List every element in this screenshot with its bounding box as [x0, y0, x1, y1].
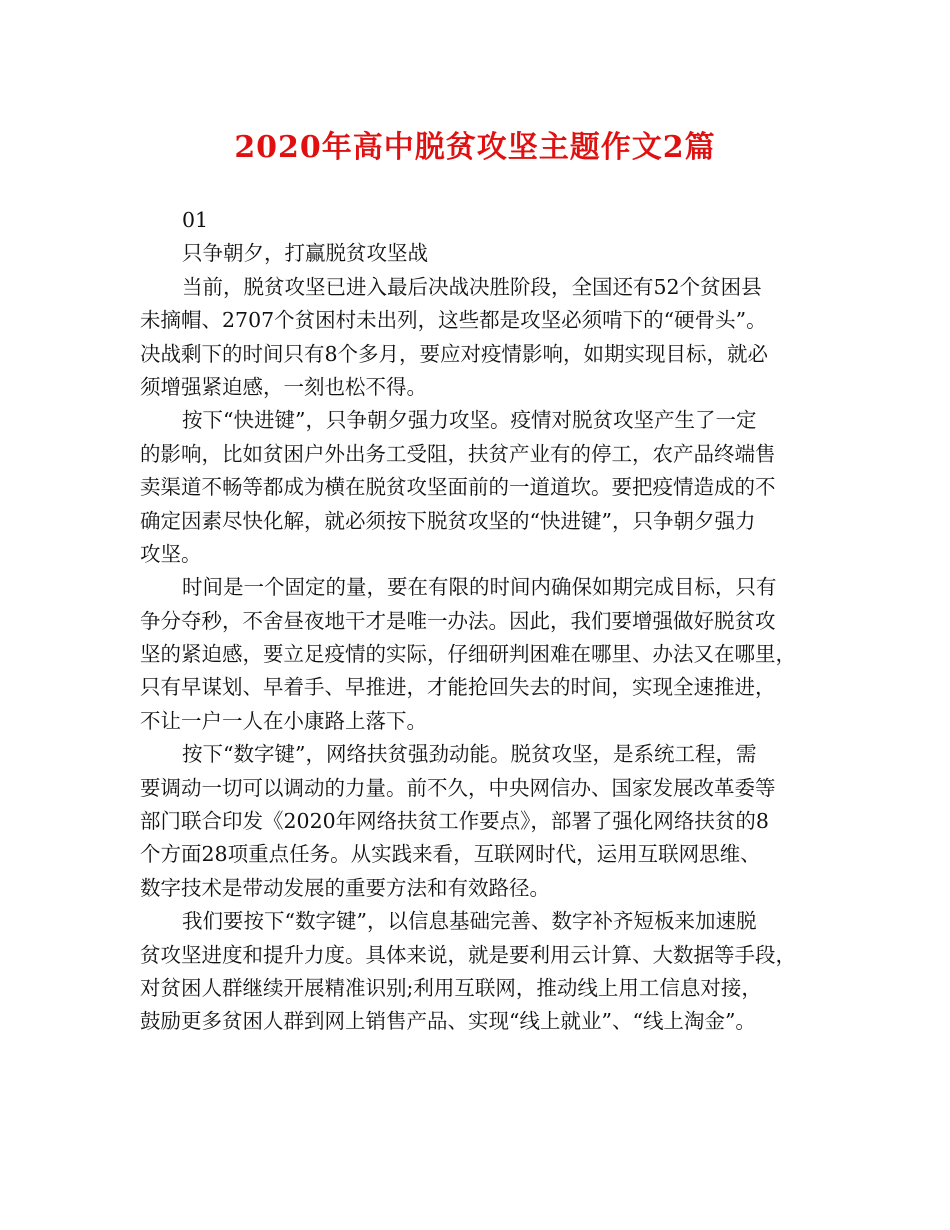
paragraph-line: 确定因素尽快化解，就必须按下脱贫攻坚的“快进键”，只争朝夕强力: [140, 508, 756, 533]
document-body: [140, 204, 830, 1039]
section-heading: 只争朝夕，打赢脱贫攻坚战: [182, 241, 428, 266]
paragraph-line: 只有早谋划、早着手、早推进，才能抢回失去的时间，实现全速推进，: [140, 675, 776, 700]
paragraph-line: 不让一户一人在小康路上落下。: [140, 708, 427, 733]
paragraph-line: 当前，脱贫攻坚已进入最后决战决胜阶段，全国还有52个贫困县: [182, 274, 762, 299]
paragraph-line: 按下“数字键”，网络扶贫强劲动能。脱贫攻坚，是系统工程，需: [182, 742, 757, 767]
paragraph-line: 须增强紧迫感，一刻也松不得。: [140, 374, 427, 399]
paragraph-line: 决战剩下的时间只有8个多月，要应对疫情影响，如期实现目标，就必: [140, 341, 769, 366]
paragraph-line: 要调动一切可以调动的力量。前不久，中央网信办、国家发展改革委等: [140, 775, 776, 800]
paragraph-line: 鼓励更多贫困人群到网上销售产品、实现“线上就业”、“线上淘金”。: [140, 1009, 756, 1034]
paragraph: [140, 271, 830, 405]
paragraph-line: 坚的紧迫感，要立足疫情的实际，仔细研判困难在哪里、办法又在哪里，: [140, 642, 796, 667]
paragraph-line: 部门联合印发《2020年网络扶贫工作要点》，部署了强化网络扶贫的8: [140, 809, 769, 834]
paragraph-line: 个方面28项重点任务。从实践来看，互联网时代，运用互联网思维、: [140, 842, 761, 867]
paragraph-line: 未摘帽、2707个贫困村未出列，这些都是攻坚必须啃下的“硬骨头”。: [140, 308, 767, 333]
paragraph-line: 数字技术是带动发展的重要方法和有效路径。: [140, 875, 550, 900]
paragraph: [140, 905, 830, 1039]
paragraph-line: 争分夺秒，不舍昼夜地干才是唯一办法。因此，我们要增强做好脱贫攻: [140, 608, 776, 633]
paragraph-line: 攻坚。: [140, 541, 202, 566]
paragraph-line: 对贫困人群继续开展精准识别;利用互联网，推动线上用工信息对接，: [140, 975, 762, 1000]
paragraph-line: 的影响，比如贫困户外出务工受阻，扶贫产业有的停工，农产品终端售: [140, 441, 776, 466]
paragraph-line: 我们要按下“数字键”，以信息基础完善、数字补齐短板来加速脱: [182, 909, 757, 934]
paragraph-line: 按下“快进键”，只争朝夕强力攻坚。疫情对脱贫攻坚产生了一定: [182, 408, 757, 433]
paragraph-line: 时间是一个固定的量，要在有限的时间内确保如期完成目标，只有: [182, 575, 777, 600]
paragraph: [140, 571, 830, 738]
paragraph: [140, 404, 830, 571]
document-title: 2020年高中脱贫攻坚主题作文2篇: [234, 130, 716, 165]
paragraph: [140, 738, 830, 905]
section-number: 01: [182, 208, 209, 232]
paragraph-line: 卖渠道不畅等都成为横在脱贫攻坚面前的一道道坎。要把疫情造成的不: [140, 475, 776, 500]
paragraph-line: 贫攻坚进度和提升力度。具体来说，就是要利用云计算、大数据等手段，: [140, 942, 796, 967]
